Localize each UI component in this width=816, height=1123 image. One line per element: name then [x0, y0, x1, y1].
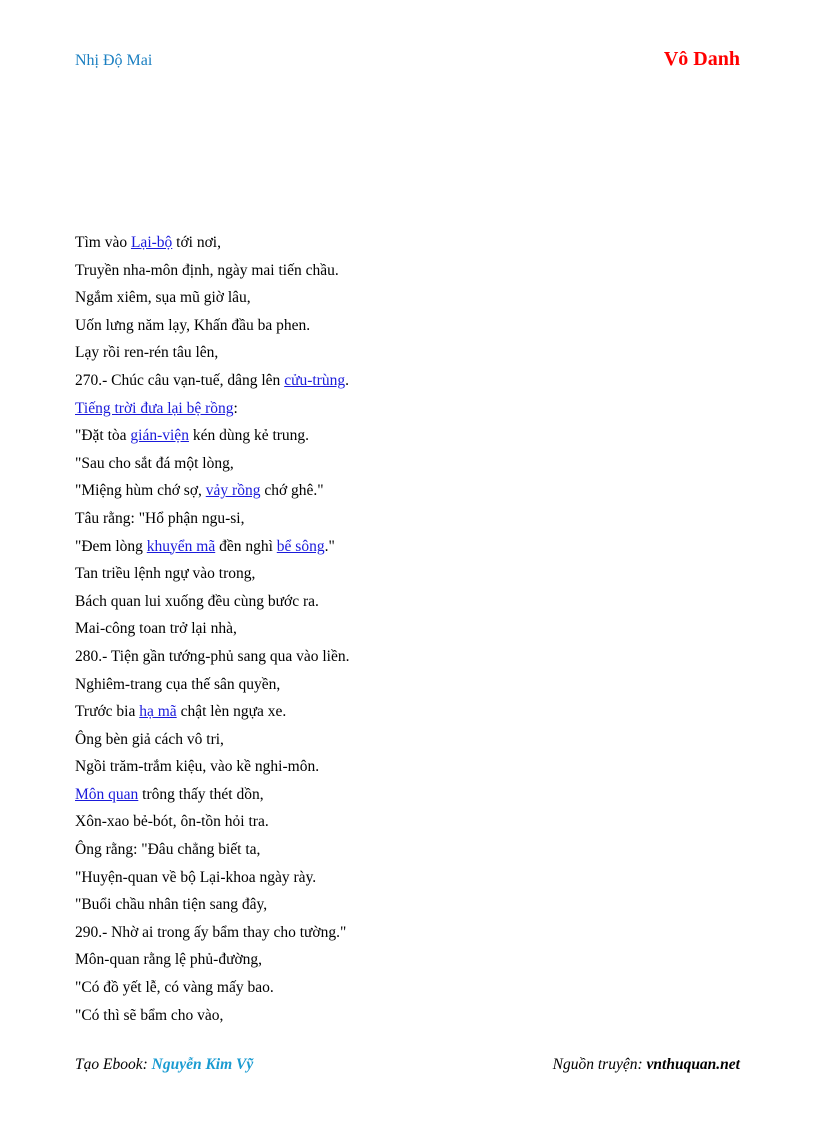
poem-text: Trước bia	[75, 703, 140, 721]
annotation-link[interactable]: khuyển mã	[146, 537, 216, 555]
poem-line	[75, 619, 735, 647]
poem-line	[75, 454, 735, 482]
poem-text: chật lèn ngựa xe.	[176, 703, 287, 721]
poem-line	[75, 757, 735, 785]
annotation-link[interactable]: gián-viện	[130, 427, 189, 445]
poem-line	[75, 537, 735, 565]
poem-line	[75, 812, 735, 840]
annotation-link[interactable]: Tiếng trời đưa lại bệ rồng	[75, 399, 234, 417]
annotation-link[interactable]: Lại-bộ	[130, 234, 173, 251]
poem-line	[75, 675, 735, 703]
poem-text: "Miệng hùm chớ sợ,	[75, 482, 206, 500]
poem-line	[75, 868, 735, 896]
poem-text: "Có đồ yết lễ, có vàng mấy bao.	[75, 979, 274, 997]
poem-line	[75, 950, 735, 978]
poem-text: "Đem lòng	[75, 537, 147, 555]
annotation-link[interactable]: bể sông	[276, 537, 325, 555]
poem-text: "Huyện-quan về bộ Lại-khoa ngày rày.	[75, 868, 317, 886]
poem-text: 270.- Chúc câu vạn-tuế, dâng lên	[75, 371, 285, 389]
poem-line	[75, 730, 735, 758]
poem-text: Tan triều lệnh ngự vào trong,	[75, 565, 256, 583]
footer-source-label: Nguồn truyện	[552, 1056, 638, 1073]
poem-line	[75, 426, 735, 454]
annotation-link[interactable]: vảy rồng	[205, 482, 261, 500]
poem-text: Ông bèn giả cách vô tri,	[75, 730, 224, 748]
poem-line	[75, 343, 735, 371]
poem-line	[75, 233, 735, 261]
annotation-link[interactable]: hạ mã	[139, 703, 177, 721]
poem-text: Tâu rằng: "Hổ phận ngu-si,	[75, 509, 245, 527]
poem-text: Xôn-xao bẻ-bót, ôn-tồn hỏi tra.	[75, 813, 269, 831]
poem-line	[75, 895, 735, 923]
poem-line	[75, 647, 735, 675]
poem-line	[75, 288, 735, 316]
footer-source-separator: :	[637, 1056, 647, 1073]
poem-text: "Đặt tòa	[75, 427, 131, 445]
poem-text: .	[345, 371, 349, 389]
poem-line	[75, 481, 735, 509]
poem-line	[75, 1006, 735, 1034]
footer-credit-label: Tạo Ebook	[75, 1056, 143, 1073]
poem-line	[75, 978, 735, 1006]
poem-line	[75, 399, 735, 427]
poem-line	[75, 923, 735, 951]
footer-credit-name: Nguyễn Kim Vỹ	[151, 1056, 254, 1073]
annotation-link[interactable]: Môn quan	[75, 785, 139, 803]
poem-body	[75, 233, 735, 1033]
poem-text: ."	[324, 537, 335, 555]
poem-text: "Có thì sẽ bẩm cho vào,	[75, 1006, 224, 1024]
poem-text: kén dùng kẻ trung.	[188, 427, 310, 445]
poem-text: Môn-quan rằng lệ phủ-đường,	[75, 951, 263, 969]
poem-line	[75, 261, 735, 289]
author-name: Vô Danh	[663, 48, 740, 70]
poem-text: Mai-công toan trở lại nhà,	[75, 620, 237, 638]
annotation-link[interactable]: cửu-trùng	[284, 371, 346, 389]
footer-source-site: vnthuquan.net	[646, 1056, 740, 1073]
poem-line	[75, 702, 735, 730]
poem-text: "Sau cho sắt đá một lòng,	[75, 454, 234, 472]
poem-text: Ngồi trăm-trắm kiệu, vào kề nghi-môn.	[75, 758, 320, 776]
poem-text: chớ ghê."	[260, 482, 324, 500]
poem-text: "Buổi chầu nhân tiện sang đây,	[75, 896, 268, 914]
poem-line	[75, 509, 735, 537]
poem-text: Truyền nha-môn định, ngày mai tiến chầu.	[75, 261, 339, 279]
poem-text: Ngắm xiêm, sụa mũ giờ lâu,	[75, 289, 251, 307]
poem-text: tới nơi,	[172, 234, 221, 251]
poem-line	[75, 785, 735, 813]
poem-text: Ông rằng: "Đâu chẳng biết ta,	[75, 841, 261, 859]
poem-text: Tìm vào	[75, 234, 131, 251]
poem-line	[75, 564, 735, 592]
footer-credit	[75, 1056, 253, 1074]
poem-text: đền nghì	[215, 537, 277, 555]
poem-text: Uốn lưng năm lạy, Khấn đầu ba phen.	[75, 316, 311, 334]
poem-text: 290.- Nhờ ai trong ấy bẩm thay cho tường."	[75, 923, 347, 941]
book-title: Nhị Độ Mai	[75, 52, 153, 69]
poem-line	[75, 371, 735, 399]
poem-line	[75, 316, 735, 344]
poem-text: Bách quan lui xuống đều cùng bước ra.	[75, 592, 319, 610]
footer-source	[553, 1056, 740, 1074]
poem-text: 280.- Tiện gần tướng-phủ sang qua vào liền.	[75, 647, 350, 665]
poem-line	[75, 840, 735, 868]
poem-text: Nghiêm-trang cụa thế sân quyền,	[75, 675, 281, 693]
poem-line	[75, 592, 735, 620]
footer-credit-separator: :	[142, 1056, 152, 1073]
poem-text: Lạy rồi ren-rén tâu lên,	[75, 344, 219, 362]
poem-text: :	[233, 399, 238, 417]
poem-text: trông thấy thét dồn,	[138, 785, 264, 803]
